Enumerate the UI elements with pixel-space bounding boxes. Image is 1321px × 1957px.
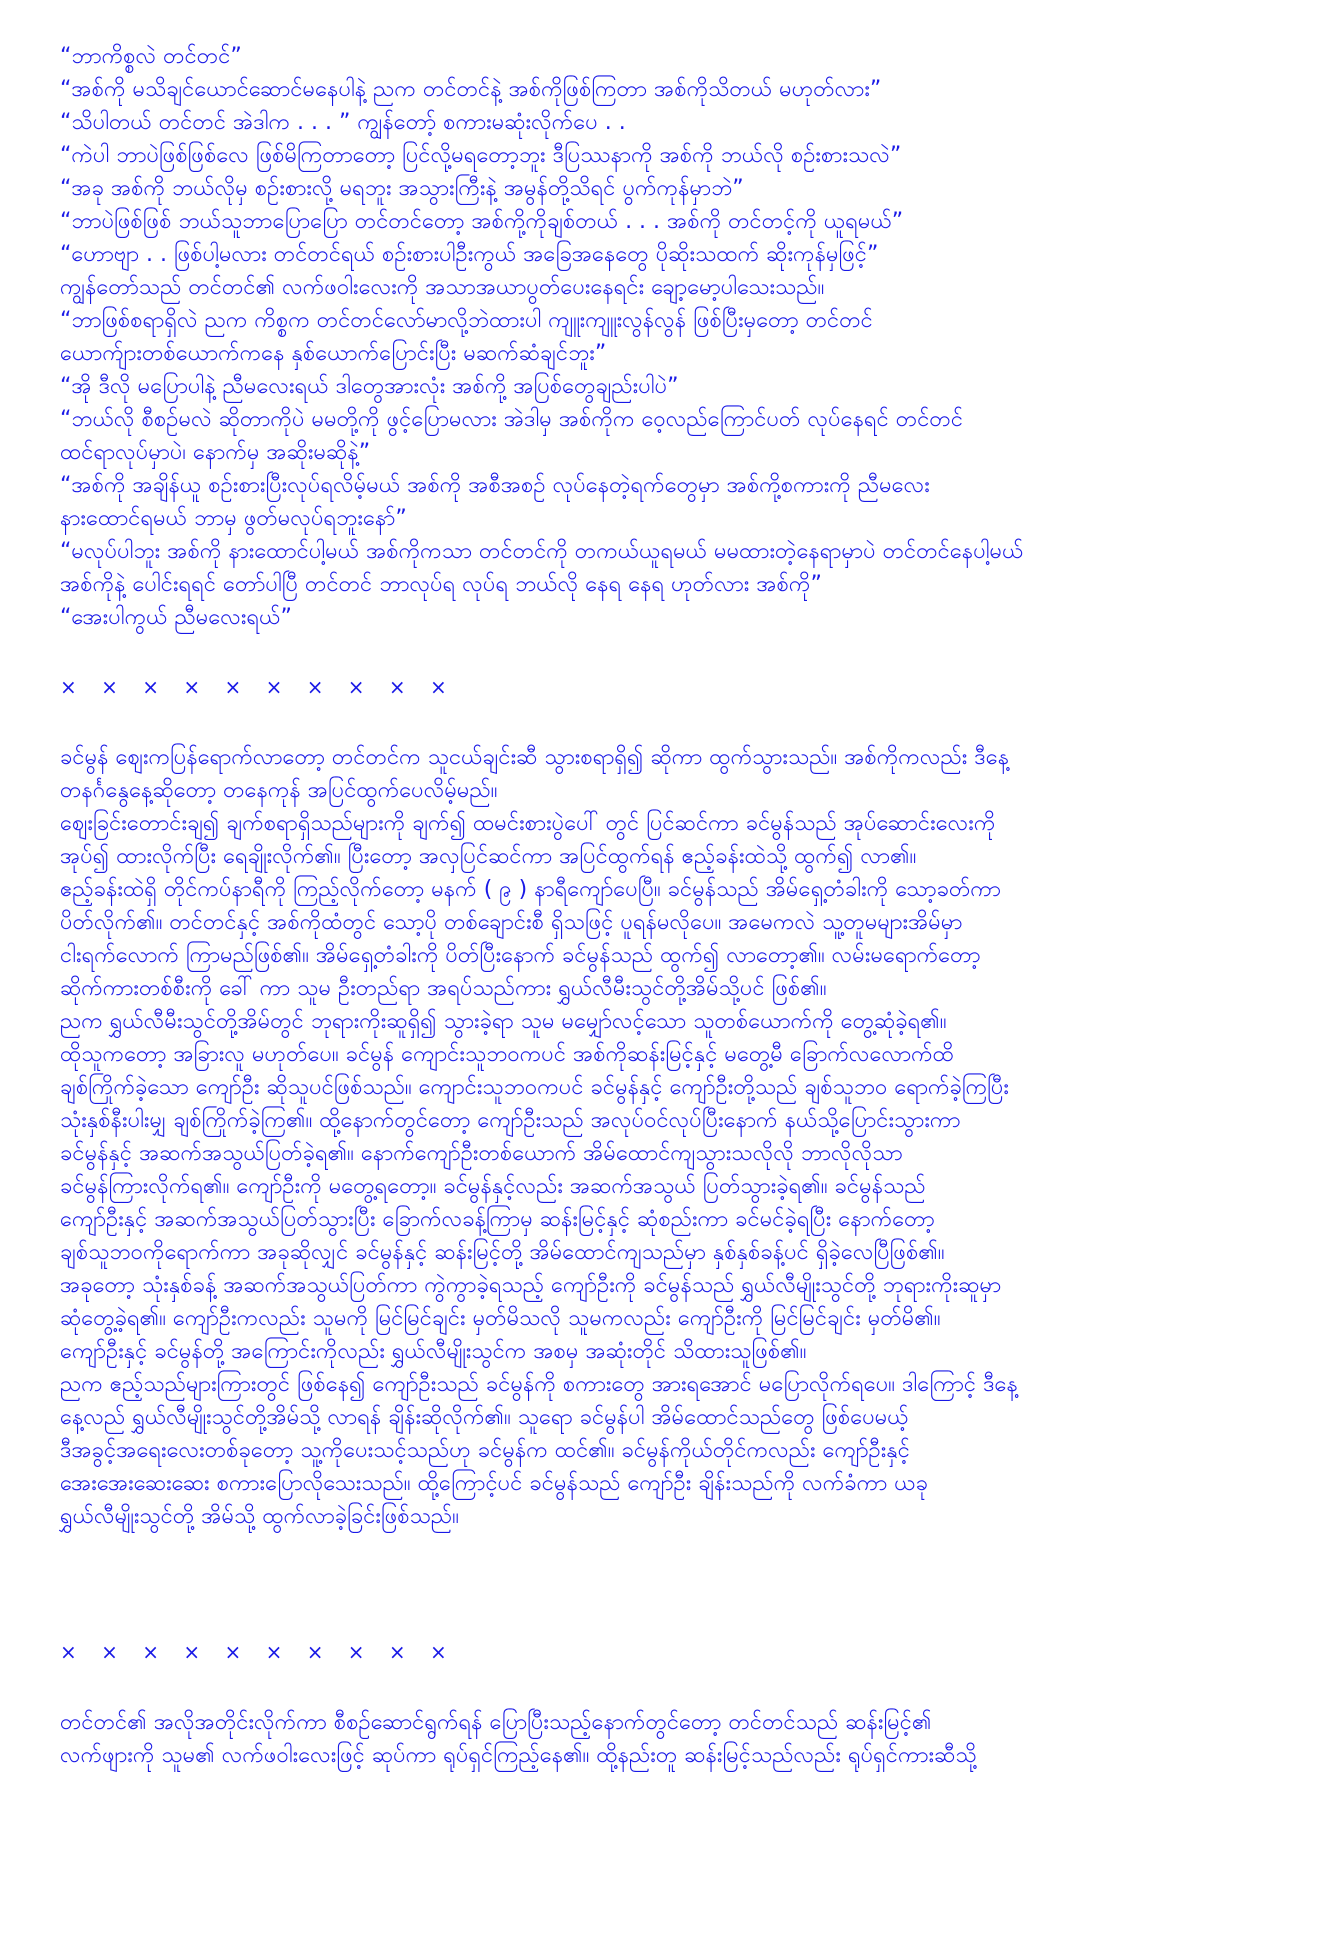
text-line: နားထောင်ရမယ် ဘာမှ ဖွတ်မလုပ်ရဘူးနော်”	[60, 506, 407, 531]
text-line: အေးအေးဆေးဆေး စကားပြောလိုသေးသည်။ ထို့ကြောင့်ပင် ခင်မွန်သည် ကျော်ဦး ချိန်းသည်ကို လက်ခံကာ ယခု	[60, 1471, 928, 1496]
text-line: ဧည့်ခန်းထဲရှိ တိုင်ကပ်နာရီကို ကြည့်လိုက်တော့ မနက် ( ၉ ) နာရီကျော်ပေပြီ။ ခင်မွန်သည် အိမ်ရှေ့တံခါးကို သော့ခတ်ကာ	[60, 877, 1001, 902]
text-line: ဆိုက်ကားတစ်စီးကို ခေါ် ကာ သူမ ဦးတည်ရာ အရပ်သည်ကား ရွှယ်လီမီးသွင်တို့အိမ်သို့ပင် ဖြစ်၏။	[60, 976, 827, 1001]
text-line: “ဘယ်လို စီစဉ်မလဲ ဆိုတာကိုပဲ မမတို့ကို ဖွင့်ပြောမလား အဲဒါမှ အစ်ကိုက ဝေ့လည်ကြောင်ပတ် လုပ်နေရင် တင်တင်	[60, 407, 964, 432]
text-line: အစ်ကိုနဲ့ ပေါင်းရရင် တော်ပါပြီ တင်တင် ဘာလုပ်ရ လုပ်ရ ဘယ်လို နေရ နေရ ဟုတ်လား အစ်ကို”	[60, 572, 822, 597]
spacer	[60, 704, 1275, 741]
text-line: ကျွန်တော်သည် တင်တင်၏ လက်ဖဝါးလေးကို အသာအယာပွတ်ပေးနေရင်း ချော့မော့ပါသေးသည်။	[60, 275, 825, 300]
text-line: ရွှယ်လီမျိုးသွင်တို့ အိမ်သို့ ထွက်လာခဲ့ခြင်းဖြစ်သည်။	[60, 1504, 459, 1529]
text-line: ဈေးခြင်းတောင်းချ၍ ချက်စရာရှိသည်များကို ချက်၍ ထမင်းစားပွဲပေါ် တွင် ပြင်ဆင်ကာ ခင်မွန်သည် အုပ်ဆောင်းလေးကို	[60, 811, 996, 836]
text-line: ချစ်ကြိုက်ခဲ့သော ကျော်ဦး ဆိုသူပင်ဖြစ်သည်။ ကျောင်းသူဘဝကပင် ခင်မွန်နှင့် ကျော်ဦးတို့သည် ချစ်သူဘဝ ရောက်ခဲ့ကြပြီး	[60, 1075, 1009, 1100]
text-line: သုံးနှစ်နီးပါးမျှ ချစ်ကြိုက်ခဲ့ကြ၏။ ထို့နောက်တွင်တော့ ကျော်ဦးသည် အလုပ်ဝင်လုပ်ပြီးနောက် နယ်သို့ပြောင်းသွားကာ	[60, 1108, 961, 1133]
text-line: ညက ဧည့်သည်များကြားတွင် ဖြစ်နေ၍ ကျော်ဦးသည် ခင်မွန်ကို စကားတွေ အားရအောင် မပြောလိုက်ရပေ။ ဒါကြောင့် ဒီနေ့	[60, 1372, 1018, 1397]
text-line: “အခု အစ်ကို ဘယ်လိုမှ စဉ်းစားလို့ မရဘူး အသွားကြီးနဲ့ အမွန်တို့သိရင် ပွက်ကုန်မှာဘဲ”	[60, 176, 744, 201]
text-line: “ဘာပဲဖြစ်ဖြစ် ဘယ်သူဘာပြောပြော တင်တင်တော့ အစ်ကို့ကိုချစ်တယ် . . . အစ်ကို တင်တင့်ကို ယူရမယ်”	[60, 209, 904, 234]
document-page	[60, 40, 1275, 1772]
text-line: လက်ဖျားကို သူမ၏ လက်ဖဝါးလေးဖြင့် ဆုပ်ကာ ရုပ်ရှင်ကြည့်နေ၏။ ထို့နည်းတူ ဆန်းမြင့်သည်လည်း ရုပ်ရှင်ကားဆီသို့	[60, 1743, 977, 1768]
text-line: တင်တင်၏ အလိုအတိုင်းလိုက်ကာ စီစဉ်ဆောင်ရွက်ရန် ပြောပြီးသည့်နောက်တွင်တော့ တင်တင်သည် ဆန်းမြင့်၏	[60, 1710, 932, 1735]
text-line	[60, 1533, 1275, 1566]
text-line: “အစ်ကို အချိန်ယူ စဉ်းစားပြီးလုပ်ရလိမ့်မယ် အစ်ကို အစီအစဉ် လုပ်နေတဲ့ရက်တွေမှာ အစ်ကို့စကားကို ညီမလေး	[60, 473, 930, 498]
text-line: ကျော်ဦးနှင့် အဆက်အသွယ်ပြတ်သွားပြီး ခြောက်လခန့်ကြာမှ ဆန်းမြင့်နှင့် ဆုံစည်းကာ ခင်မင်ခဲ့ရပြီး နောက်တော့	[60, 1207, 935, 1232]
text-line: ခင်မွန် ဈေးကပြန်ရောက်လာတော့ တင်တင်က သူငယ်ချင်းဆီ သွားစရာရှိ၍ ဆိုကာ ထွက်သွားသည်။ အစ်ကိုကလည်း ဒီနေ့	[60, 745, 1010, 770]
text-line: “အစ်ကို မသိချင်ယောင်ဆောင်မနေပါနဲ့ ညက တင်တင်နဲ့ အစ်ကိုဖြစ်ကြတာ အစ်ကိုသိတယ် မဟုတ်လား”	[60, 77, 882, 102]
section-separator: × × × × × × × × × ×	[60, 675, 456, 699]
text-line: ထင်ရာလုပ်မှာပဲ၊ နောက်မှ အဆိုးမဆိုနဲ့”	[60, 440, 371, 465]
text-line: ညက ရွှယ်လီမီးသွင်တို့အိမ်တွင် ဘုရားကိုးဆူရှိ၍ သွားခဲ့ရာ သူမ မမျှော်လင့်သော သူတစ်ယောက်ကို တွေ့ဆုံခဲ့ရ၏။	[60, 1009, 947, 1034]
text-line: အခုတော့ သုံးနှစ်ခန့် အဆက်အသွယ်ပြတ်ကာ ကွဲကွာခဲ့ရသည့် ကျော်ဦးကို ခင်မွန်သည် ရွှယ်လီမျိုးသွင်တို့ ဘုရားကိုးဆူမှာ	[60, 1273, 1002, 1298]
dialogue-block	[60, 40, 1275, 634]
spacer	[60, 1669, 1275, 1706]
spacer	[60, 1599, 1275, 1636]
paragraph-block	[60, 741, 1275, 1599]
spacer	[60, 634, 1275, 671]
text-line: “ဘာဖြစ်စရာရှိလဲ ညက ကိစ္စက တင်တင်လော်မာလို့ဘဲထားပါ ကျူးကျူးလွန်လွန် ဖြစ်ပြီးမှတော့ တင်တင်	[60, 308, 873, 333]
text-line: “ဘာကိစ္စလဲ တင်တင်”	[60, 44, 242, 69]
text-line: ဒီအခွင့်အရေးလေးတစ်ခုတော့ သူ့ကိုပေးသင့်သည်ဟု ခင်မွန်က ထင်၏။ ခင်မွန်ကိုယ်တိုင်ကလည်း ကျော်ဦးနှင့်	[60, 1438, 910, 1463]
text-line: ချစ်သူဘဝကိုရောက်ကာ အခုဆိုလျှင် ခင်မွန်နှင့် ဆန်းမြင့်တို့ အိမ်ထောင်ကျသည်မှာ နှစ်နှစ်ခန့်ပင် ရှိခဲ့လေပြီဖြစ်၏။	[60, 1240, 945, 1265]
section-separator: × × × × × × × × × ×	[60, 1640, 456, 1664]
text-line: “မလုပ်ပါဘူး အစ်ကို နားထောင်ပါ့မယ် အစ်ကိုကသာ တင်တင်ကို တကယ်ယူရမယ် မမထားတဲ့နေရာမှာပဲ တင်တင်နေပါ့မယ်	[60, 539, 1024, 564]
text-line: ငါးရက်လောက် ကြာမည်ဖြစ်၏။ အိမ်ရှေ့တံခါးကို ပိတ်ပြီးနောက် ခင်မွန်သည် ထွက်၍ လာတော့၏။ လမ်းမရောက်တော့	[60, 943, 981, 968]
text-line	[60, 1566, 1275, 1599]
text-line: တနင်္ဂနွေနေ့ဆိုတော့ တနေကုန် အပြင်ထွက်ပေလိမ့်မည်။	[60, 778, 498, 803]
text-line: ဆုံတွေ့ခဲ့ရ၏။ ကျော်ဦးကလည်း သူမကို မြင်မြင်ချင်း မှတ်မိသလို သူမကလည်း ကျော်ဦးကို မြင်မြင်ချင်း မှတ်မိ၏။	[60, 1306, 941, 1331]
text-line: “ဟောဗျာ . . ဖြစ်ပါ့မလား တင်တင်ရယ် စဉ်းစားပါဦးကွယ် အခြေအနေတွေ ပိုဆိုးသထက် ဆိုးကုန်မှဖြင့်”	[60, 242, 879, 267]
text-line: “အေးပါကွယ် ညီမလေးရယ်”	[60, 605, 292, 630]
paragraph-block	[60, 1706, 1275, 1772]
text-line: ကျော်ဦးနှင့် ခင်မွန်တို့ အကြောင်းကိုလည်း ရွှယ်လီမျိုးသွင်က အစမှ အဆုံးတိုင် သိထားသူဖြစ်၏။	[60, 1339, 807, 1364]
text-line: ယောက်ျားတစ်ယောက်ကနေ နှစ်ယောက်ပြောင်းပြီး မဆက်ဆံချင်ဘူး”	[60, 341, 607, 366]
text-line: “သိပါတယ် တင်တင် အဲဒါက . . . ” ကျွန်တော့် စကားမဆုံးလိုက်ပေ . .	[60, 110, 626, 135]
text-line: အုပ်၍ ထားလိုက်ပြီး ရေချိုးလိုက်၏။ ပြီးတော့ အလှပြင်ဆင်ကာ အပြင်ထွက်ရန် ဧည့်ခန်းထဲသို့ ထွက်၍ လာ၏။	[60, 844, 917, 869]
text-line: ပိတ်လိုက်၏။ တင်တင်နှင့် အစ်ကိုထံတွင် သော့ပို တစ်ချောင်းစီ ရှိသဖြင့် ပူရန်မလိုပေ။ အမေကလဲ သူ့တူမများအိမ်မှာ	[60, 910, 963, 935]
text-line: ခင်မွန်နှင့် အဆက်အသွယ်ပြတ်ခဲ့ရ၏။ နောက်ကျော်ဦးတစ်ယောက် အိမ်ထောင်ကျသွားသလိုလို ဘာလိုလိုသာ	[60, 1141, 903, 1166]
text-line: ထိုသူကတော့ အခြားလူ မဟုတ်ပေ။ ခင်မွန် ကျောင်းသူဘဝကပင် အစ်ကိုဆန်းမြင့်နှင့် မတွေ့မီ ခြောက်လလောက်ထိ	[60, 1042, 954, 1067]
text-line: “အို ဒီလို မပြောပါနဲ့ ညီမလေးရယ် ဒါတွေအားလုံး အစ်ကို့ အပြစ်တွေချည်းပါပဲ”	[60, 374, 679, 399]
text-line: “ကဲပါ ဘာပဲဖြစ်ဖြစ်လေ ဖြစ်မိကြတာတော့ ပြင်လို့မရတော့ဘူး ဒီပြဿနာကို အစ်ကို ဘယ်လို စဉ်းစားသလဲ”	[60, 143, 902, 168]
text-line: နေ့လည် ရွှယ်လီမျိုးသွင်တို့အိမ်သို့ လာရန် ချိန်းဆိုလိုက်၏။ သူရော ခင်မွန်ပါ အိမ်ထောင်သည်တွေ ဖြစ်ပေမယ့်	[60, 1405, 909, 1430]
text-line: ခင်မွန်ကြားလိုက်ရ၏။ ကျော်ဦးကို မတွေ့ရတော့။ ခင်မွန်နှင့်လည်း အဆက်အသွယ် ပြတ်သွားခဲ့ရ၏။ ခင်မွန်သည်	[60, 1174, 926, 1199]
